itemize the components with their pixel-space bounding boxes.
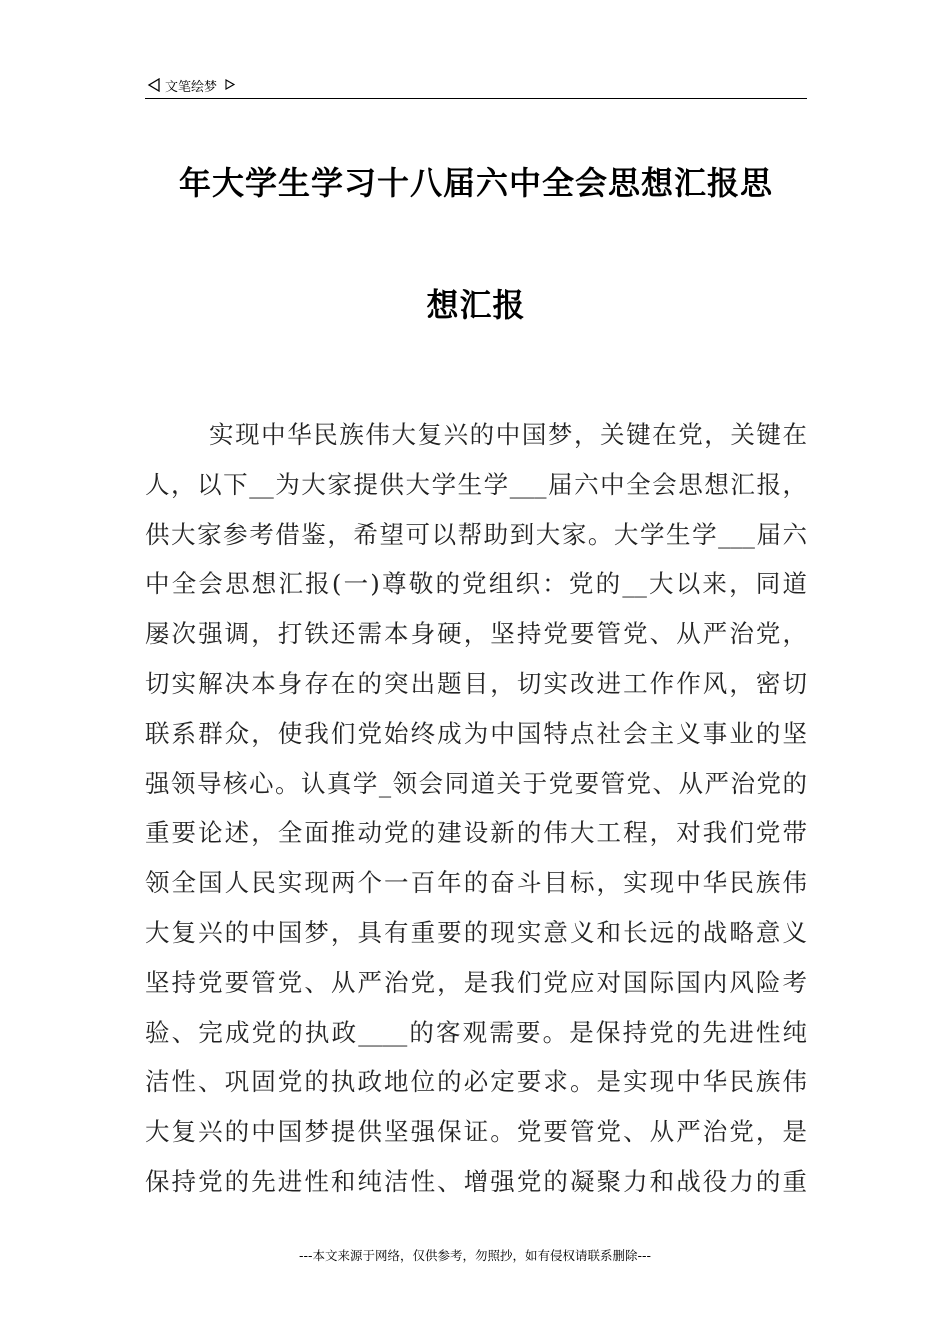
body-line: 联系群众，使我们党始终成为中国特点社会主义事业的坚 [145,718,807,748]
body-line: 人，以下__为大家提供大学生学___届六中全会思想汇报， [145,469,807,499]
body-line: 中全会思想汇报(一)尊敬的党组织：党的__大以来，同道 [145,569,807,599]
body-line: 实现中华民族伟大复兴的中国梦，关键在党，关键在 [209,420,807,449]
document-title-line-1: 年大学生学习十八届六中全会思想汇报思 [178,164,773,202]
footer-disclaimer: ---本文来源于网络，仅供参考，勿照抄，如有侵权请联系删除--- [298,1248,652,1263]
triangle-right-outline-icon [223,78,237,92]
body-line: 大复兴的中国梦，具有重要的现实意义和长远的战略意义 [145,917,807,947]
body-line: 屡次强调，打铁还需本身硬，坚持党要管党、从严治党， [145,619,807,649]
body-line: 验、完成党的执政____的客观需要。是保持党的先进性纯 [145,1017,807,1047]
body-line: 切实解决本身存在的突出题目，切实改进工作作风，密切 [145,668,807,698]
body-line: 坚持党要管党、从严治党，是我们党应对国际国内风险考 [145,967,807,997]
brand-name: 文笔绘梦 [165,79,218,95]
body-line: 保持党的先进性和纯洁性、增强党的凝聚力和战役力的重 [145,1166,807,1196]
body-line: 洁性、巩固党的执政地位的必定要求。是实现中华民族伟 [145,1067,807,1097]
document-title-line-2: 想汇报 [426,286,526,324]
triangle-left-outline-icon [147,78,161,92]
body-line: 供大家参考借鉴，希望可以帮助到大家。大学生学___届六 [145,519,807,549]
body-line: 大复兴的中国梦提供坚强保证。党要管党、从严治党，是 [145,1117,807,1147]
brand [147,74,237,96]
body-line: 重要论述，全面推动党的建设新的伟大工程，对我们党带 [145,818,807,848]
body-paragraph [145,410,807,1207]
body-line: 领全国人民实现两个一百年的奋斗目标，实现中华民族伟 [145,868,807,898]
page-header [145,74,807,99]
body-line: 强领导核心。认真学_领会同道关于党要管党、从严治党的 [145,768,807,798]
